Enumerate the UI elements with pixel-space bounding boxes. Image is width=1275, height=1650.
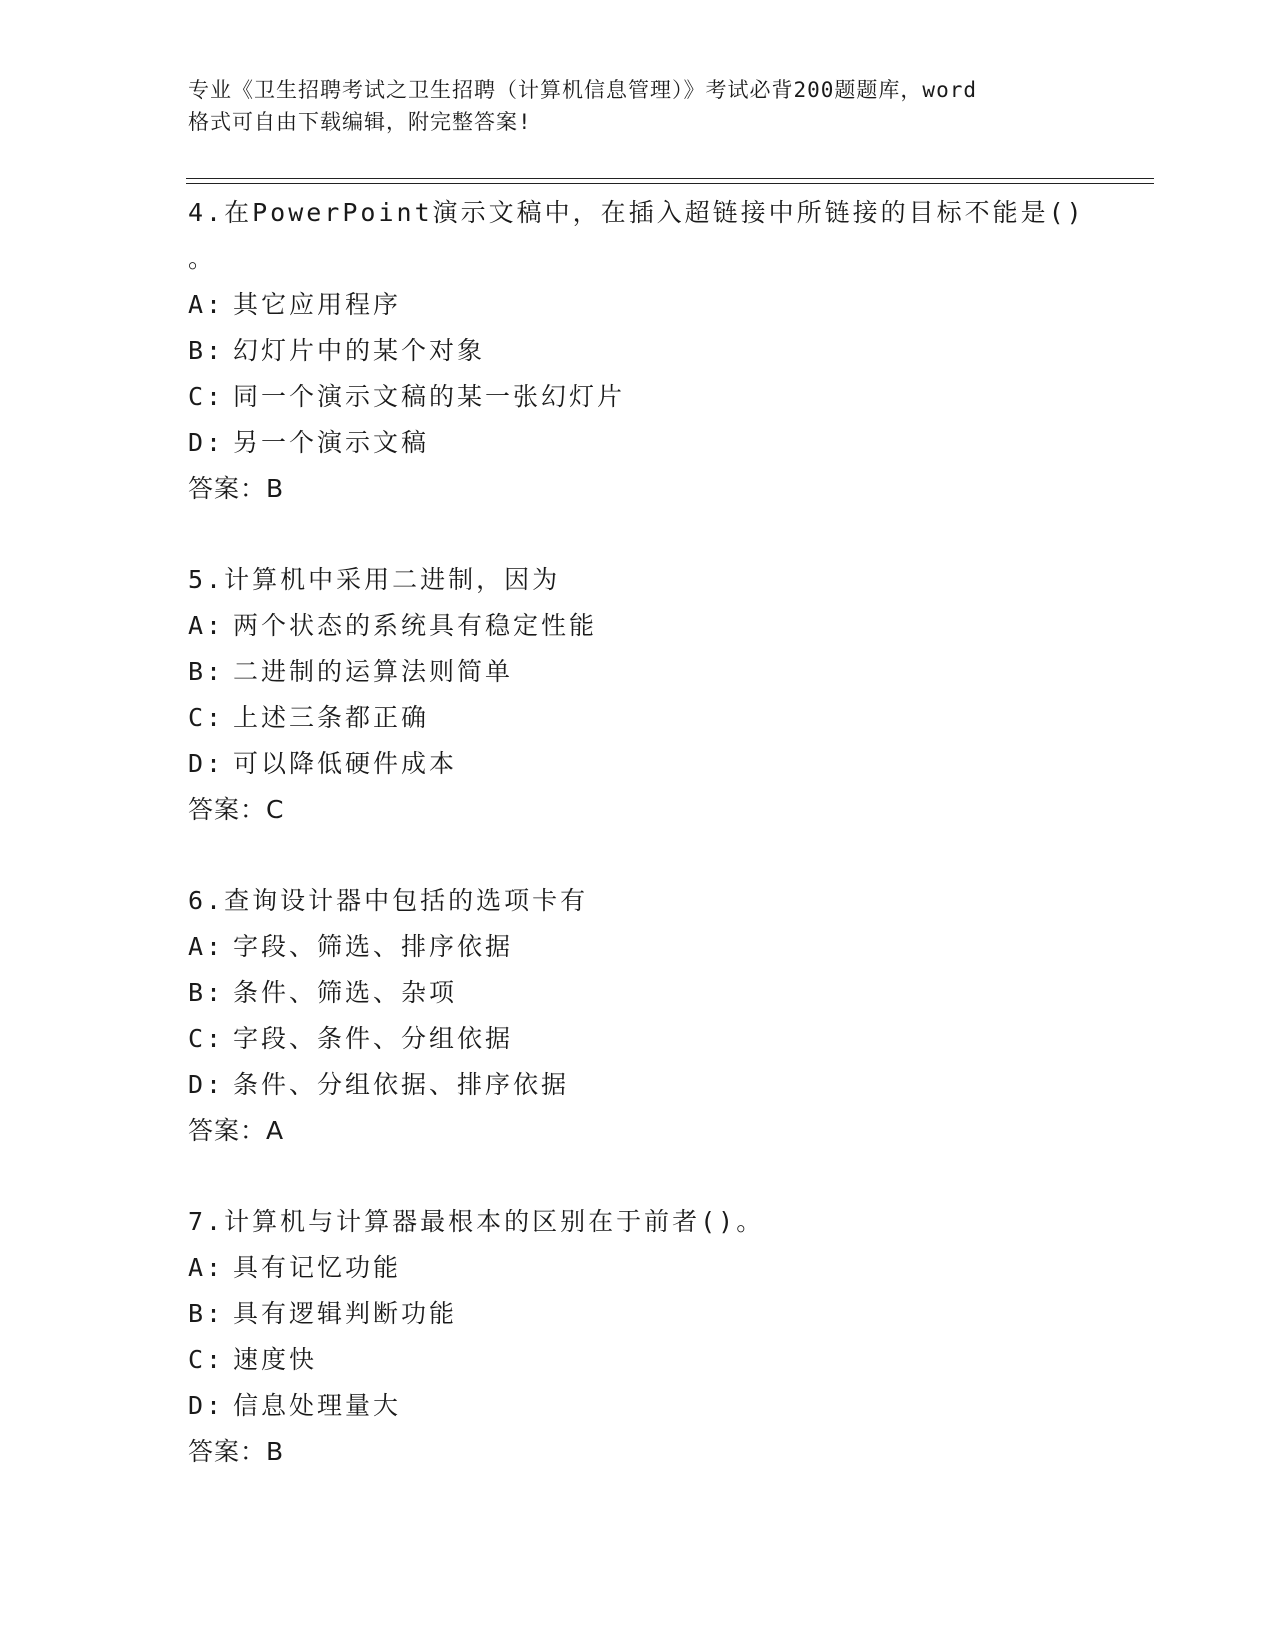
question-4 bbox=[188, 190, 1148, 512]
option-key: A: bbox=[188, 611, 225, 640]
option-text: 可以降低硬件成本 bbox=[233, 749, 458, 778]
option-b bbox=[188, 328, 1148, 374]
option-a bbox=[188, 603, 1148, 649]
option-key: B: bbox=[188, 978, 225, 1007]
option-key: B: bbox=[188, 336, 225, 365]
option-text: 幻灯片中的某个对象 bbox=[233, 336, 486, 365]
option-text: 具有逻辑判断功能 bbox=[233, 1299, 458, 1328]
question-stem: 6.查询设计器中包括的选项卡有 bbox=[188, 886, 589, 915]
option-text: 另一个演示文稿 bbox=[233, 428, 430, 457]
option-key: C: bbox=[188, 703, 225, 732]
option-c bbox=[188, 1016, 1148, 1062]
question-list bbox=[188, 190, 1148, 1520]
question-stem: 4.在PowerPoint演示文稿中，在插入超链接中所链接的目标不能是() bbox=[188, 198, 1085, 227]
option-a bbox=[188, 1245, 1148, 1291]
option-b bbox=[188, 1291, 1148, 1337]
option-b bbox=[188, 970, 1148, 1016]
option-key: D: bbox=[188, 749, 225, 778]
option-text: 其它应用程序 bbox=[233, 290, 402, 319]
option-d bbox=[188, 1383, 1148, 1429]
option-a bbox=[188, 282, 1148, 328]
option-text: 两个状态的系统具有稳定性能 bbox=[233, 611, 598, 640]
question-6 bbox=[188, 878, 1148, 1154]
option-b bbox=[188, 649, 1148, 695]
document-header bbox=[188, 74, 1088, 138]
option-c bbox=[188, 374, 1148, 420]
option-text: 同一个演示文稿的某一张幻灯片 bbox=[233, 382, 626, 411]
option-text: 信息处理量大 bbox=[233, 1391, 402, 1420]
option-text: 字段、条件、分组依据 bbox=[233, 1024, 514, 1053]
option-text: 二进制的运算法则简单 bbox=[233, 657, 514, 686]
question-5 bbox=[188, 557, 1148, 833]
option-key: A: bbox=[188, 1253, 225, 1282]
option-d bbox=[188, 1062, 1148, 1108]
option-key: C: bbox=[188, 1345, 225, 1374]
option-text: 字段、筛选、排序依据 bbox=[233, 932, 514, 961]
option-key: C: bbox=[188, 1024, 225, 1053]
option-key: A: bbox=[188, 932, 225, 961]
option-text: 条件、筛选、杂项 bbox=[233, 978, 458, 1007]
option-c bbox=[188, 1337, 1148, 1383]
option-key: B: bbox=[188, 1299, 225, 1328]
option-key: D: bbox=[188, 428, 225, 457]
option-text: 具有记忆功能 bbox=[233, 1253, 402, 1282]
answer-line: 答案：B bbox=[188, 474, 285, 503]
answer-line: 答案：C bbox=[188, 795, 285, 824]
option-key: B: bbox=[188, 657, 225, 686]
header-divider-top bbox=[186, 178, 1154, 179]
question-stem-continuation: 。 bbox=[188, 244, 217, 273]
option-text: 条件、分组依据、排序依据 bbox=[233, 1070, 570, 1099]
option-a bbox=[188, 924, 1148, 970]
question-7 bbox=[188, 1199, 1148, 1475]
answer-line: 答案：B bbox=[188, 1437, 285, 1466]
header-divider-bottom bbox=[186, 183, 1154, 184]
option-key: C: bbox=[188, 382, 225, 411]
question-stem: 5.计算机中采用二进制，因为 bbox=[188, 565, 561, 594]
header-line-1: 专业《卫生招聘考试之卫生招聘（计算机信息管理）》考试必背200题题库，word bbox=[188, 78, 977, 102]
option-d bbox=[188, 420, 1148, 466]
option-text: 速度快 bbox=[233, 1345, 318, 1374]
option-key: A: bbox=[188, 290, 225, 319]
option-d bbox=[188, 741, 1148, 787]
option-c bbox=[188, 695, 1148, 741]
option-key: D: bbox=[188, 1391, 225, 1420]
header-line-2: 格式可自由下载编辑，附完整答案! bbox=[188, 110, 532, 134]
question-stem: 7.计算机与计算器最根本的区别在于前者()。 bbox=[188, 1207, 765, 1236]
option-text: 上述三条都正确 bbox=[233, 703, 430, 732]
answer-line: 答案：A bbox=[188, 1116, 285, 1145]
option-key: D: bbox=[188, 1070, 225, 1099]
